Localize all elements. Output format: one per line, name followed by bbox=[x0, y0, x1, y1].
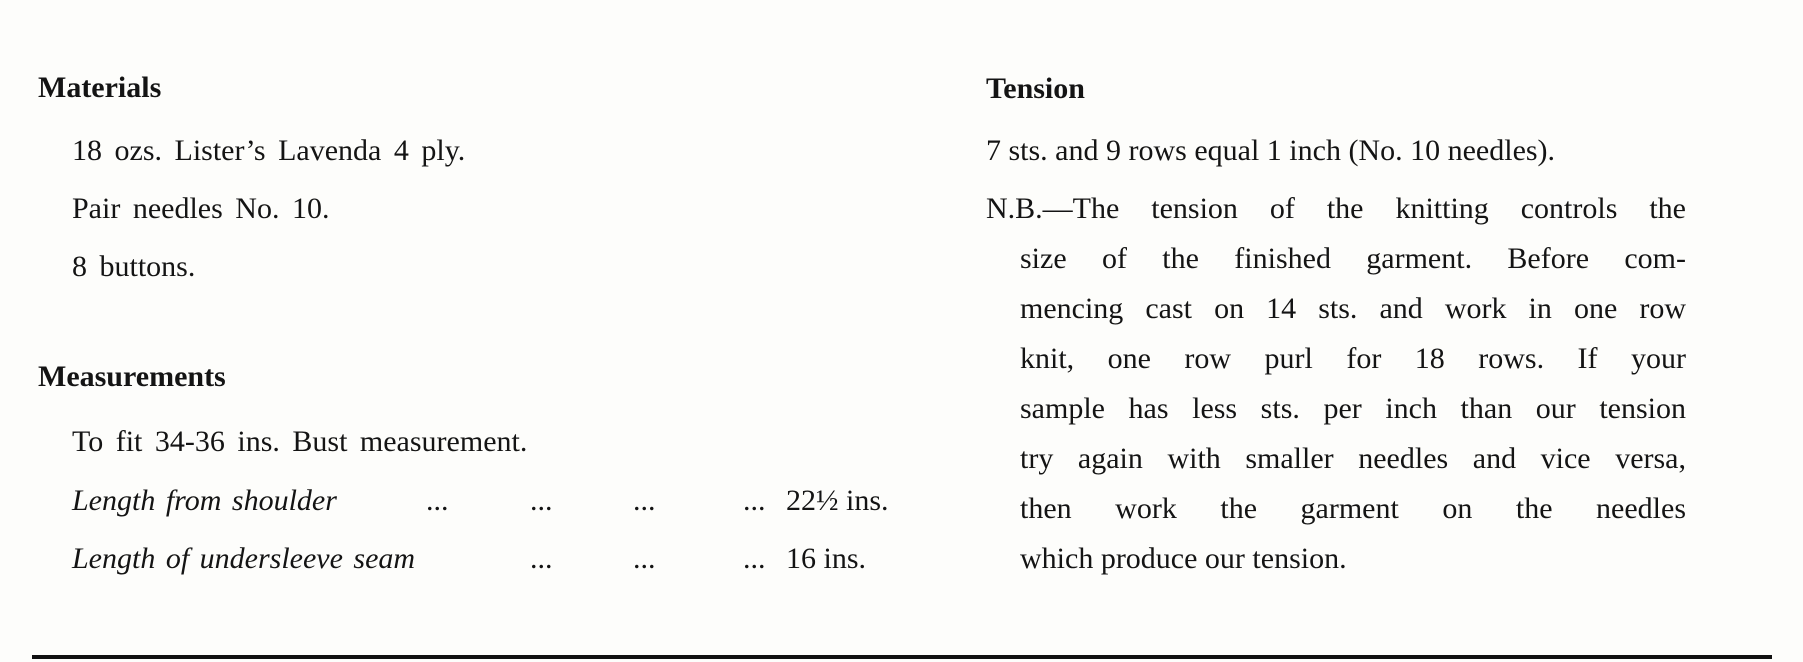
leader-dots: ... bbox=[426, 484, 449, 517]
leader-dots: ... bbox=[633, 542, 656, 575]
nb-line: knit, one row purl for 18 rows. If your bbox=[1020, 342, 1686, 375]
measurements-heading: Measurements bbox=[38, 360, 226, 393]
nb-line: which produce our tension. bbox=[1020, 542, 1347, 575]
nb-line: size of the finished garment. Before com- bbox=[1020, 242, 1686, 275]
materials-item-buttons: 8 buttons. bbox=[72, 250, 196, 283]
nb-line: then work the garment on the needles bbox=[1020, 492, 1686, 525]
nb-line: sample has less sts. per inch than our tension bbox=[1020, 392, 1686, 425]
leader-dots: ... bbox=[530, 542, 553, 575]
materials-item-yarn: 18 ozs. Lister’s Lavenda 4 ply. bbox=[72, 134, 466, 167]
leader-dots: ... bbox=[743, 484, 766, 517]
leader-dots: ... bbox=[743, 542, 766, 575]
measurement-value: 16 ins. bbox=[786, 542, 867, 575]
tension-gauge: 7 sts. and 9 rows equal 1 inch (No. 10 needles). bbox=[986, 134, 1556, 167]
measurement-value: 22½ ins. bbox=[786, 484, 889, 517]
measurement-label: Length of undersleeve seam bbox=[72, 542, 416, 575]
tension-heading: Tension bbox=[986, 72, 1085, 105]
measurements-fit: To fit 34-36 ins. Bust measurement. bbox=[72, 425, 528, 458]
nb-line: try again with smaller needles and vice versa, bbox=[1020, 442, 1686, 475]
nb-first-line: N.B.—The tension of the knitting controls the bbox=[986, 192, 1686, 225]
bottom-rule bbox=[32, 655, 1772, 659]
materials-item-needles: Pair needles No. 10. bbox=[72, 192, 330, 225]
leader-dots: ... bbox=[530, 484, 553, 517]
materials-heading: Materials bbox=[38, 71, 162, 104]
leader-dots: ... bbox=[633, 484, 656, 517]
nb-line: mencing cast on 14 sts. and work in one row bbox=[1020, 292, 1686, 325]
measurement-label: Length from shoulder bbox=[72, 484, 337, 517]
